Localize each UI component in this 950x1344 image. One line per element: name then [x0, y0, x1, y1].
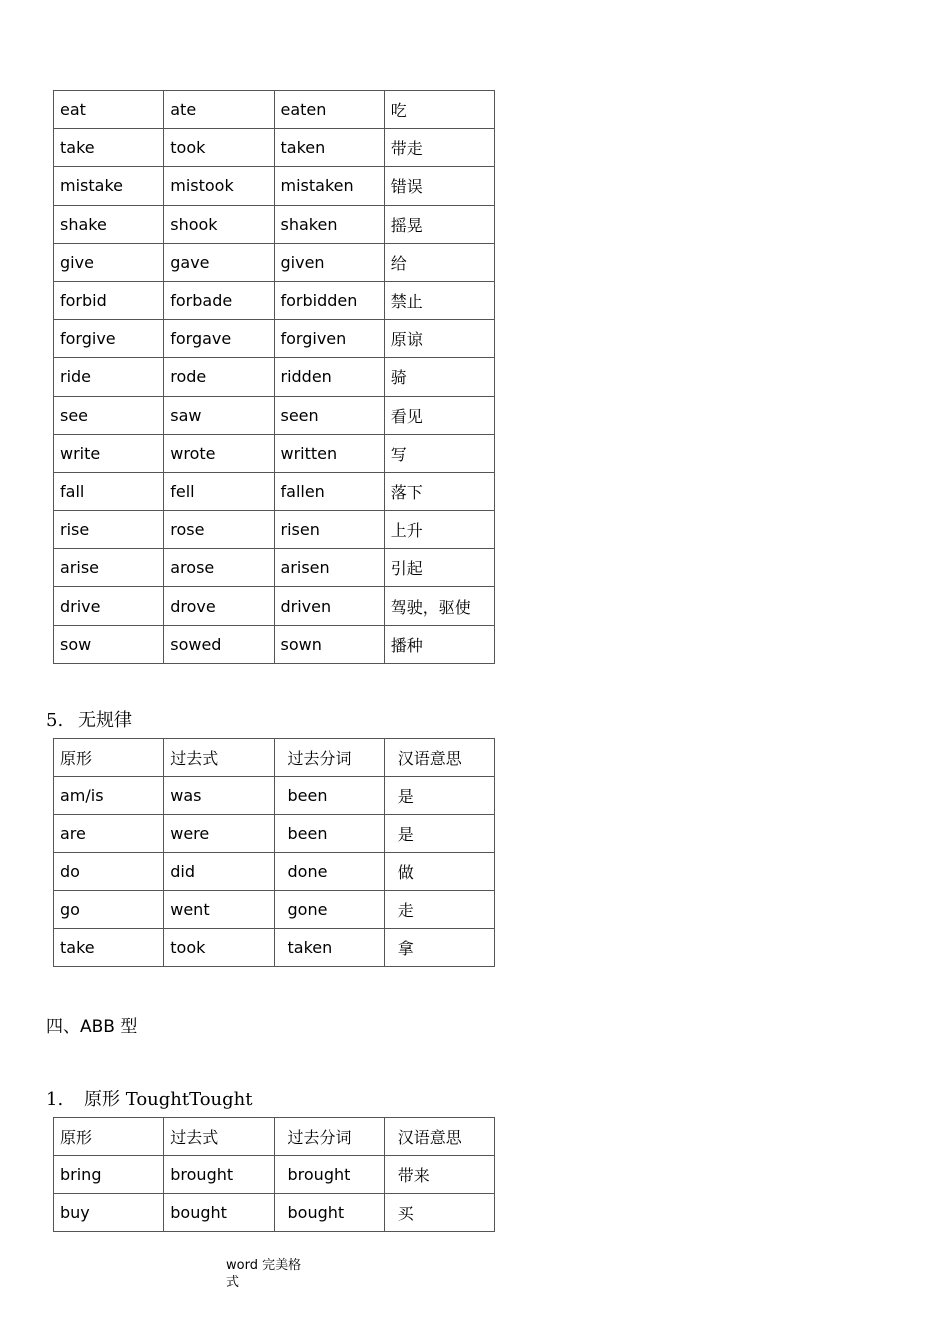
table-cell: 原谅	[384, 320, 494, 358]
table-cell: been	[274, 777, 384, 815]
table-cell: arise	[54, 549, 164, 587]
table-row	[54, 1194, 495, 1232]
table-cell: eaten	[274, 91, 384, 129]
header-cell: 原形	[54, 1118, 164, 1156]
section-number: 5.	[46, 710, 64, 731]
verb-table-2	[53, 738, 495, 967]
table-cell: 错误	[384, 167, 494, 205]
table-cell: 给	[384, 243, 494, 281]
table-cell: 上升	[384, 511, 494, 549]
table-cell: ate	[164, 91, 274, 129]
table-cell: 引起	[384, 549, 494, 587]
table-cell: are	[54, 815, 164, 853]
table-cell: forbidden	[274, 281, 384, 319]
table-cell: 骑	[384, 358, 494, 396]
subsection-title: 原形 ToughtTought	[84, 1089, 253, 1110]
header-cell: 原形	[54, 739, 164, 777]
table-cell: rise	[54, 511, 164, 549]
table-row	[54, 396, 495, 434]
header-cell: 汉语意思	[384, 1118, 494, 1156]
table-cell: 是	[384, 777, 494, 815]
table-cell: write	[54, 434, 164, 472]
table-cell: shaken	[274, 205, 384, 243]
table-cell: 带来	[384, 1156, 494, 1194]
table-cell: take	[54, 129, 164, 167]
table-cell: 落下	[384, 472, 494, 510]
table-cell: take	[54, 929, 164, 967]
table-cell: forgave	[164, 320, 274, 358]
table-cell: do	[54, 853, 164, 891]
table-cell: been	[274, 815, 384, 853]
table-row	[54, 358, 495, 396]
table-cell: sow	[54, 625, 164, 663]
table-row	[54, 511, 495, 549]
table-cell: rose	[164, 511, 274, 549]
subsection-number: 1.	[46, 1089, 64, 1110]
table-cell: 走	[384, 891, 494, 929]
table-cell: am/is	[54, 777, 164, 815]
table-header-row	[54, 1118, 495, 1156]
table-cell: fall	[54, 472, 164, 510]
table-cell: risen	[274, 511, 384, 549]
table-cell: 买	[384, 1194, 494, 1232]
table-cell: go	[54, 891, 164, 929]
table-cell: eat	[54, 91, 164, 129]
table-row	[54, 549, 495, 587]
table-cell: forgiven	[274, 320, 384, 358]
table-cell: fallen	[274, 472, 384, 510]
verb-table-1-body	[54, 91, 495, 664]
table-cell: gone	[274, 891, 384, 929]
table-row	[54, 777, 495, 815]
table-cell: taken	[274, 129, 384, 167]
table-cell: buy	[54, 1194, 164, 1232]
header-cell: 汉语意思	[384, 739, 494, 777]
table-cell: sowed	[164, 625, 274, 663]
table-cell: rode	[164, 358, 274, 396]
table-cell: see	[54, 396, 164, 434]
table-cell: bring	[54, 1156, 164, 1194]
table-cell: bought	[274, 1194, 384, 1232]
subsection-heading-1	[46, 1085, 253, 1111]
table-cell: 带走	[384, 129, 494, 167]
table-cell: bought	[164, 1194, 274, 1232]
table-row	[54, 929, 495, 967]
table-row	[54, 167, 495, 205]
table-row	[54, 243, 495, 281]
table-cell: arisen	[274, 549, 384, 587]
table-row	[54, 434, 495, 472]
verb-table-3	[53, 1117, 495, 1232]
section-title: 无规律	[78, 710, 132, 731]
table-row	[54, 320, 495, 358]
section-title: 四、ABB 型	[46, 1017, 138, 1037]
table-cell: sown	[274, 625, 384, 663]
table-row	[54, 1156, 495, 1194]
table-cell: written	[274, 434, 384, 472]
table-row	[54, 587, 495, 625]
section-heading-5	[46, 706, 132, 732]
table-row	[54, 815, 495, 853]
table-cell: took	[164, 129, 274, 167]
table-cell: given	[274, 243, 384, 281]
table-row	[54, 625, 495, 663]
table-cell: 驾驶，驱使	[384, 587, 494, 625]
table-cell: were	[164, 815, 274, 853]
table-cell: shake	[54, 205, 164, 243]
table-cell: shook	[164, 205, 274, 243]
table-cell: 是	[384, 815, 494, 853]
table-cell: mistook	[164, 167, 274, 205]
table-cell: ridden	[274, 358, 384, 396]
table-row	[54, 853, 495, 891]
table-cell: 看见	[384, 396, 494, 434]
table-row	[54, 891, 495, 929]
table-cell: took	[164, 929, 274, 967]
table-cell: taken	[274, 929, 384, 967]
table-cell: done	[274, 853, 384, 891]
table-cell: driven	[274, 587, 384, 625]
header-cell: 过去分词	[274, 1118, 384, 1156]
section-heading-abb	[46, 1012, 137, 1037]
table-cell: went	[164, 891, 274, 929]
table-cell: mistaken	[274, 167, 384, 205]
table-cell: drive	[54, 587, 164, 625]
table-cell: forgive	[54, 320, 164, 358]
table-cell: 吃	[384, 91, 494, 129]
table-cell: fell	[164, 472, 274, 510]
table-cell: arose	[164, 549, 274, 587]
header-cell: 过去分词	[274, 739, 384, 777]
header-cell: 过去式	[164, 739, 274, 777]
table-cell: gave	[164, 243, 274, 281]
table-cell: brought	[164, 1156, 274, 1194]
table-cell: drove	[164, 587, 274, 625]
table-row	[54, 205, 495, 243]
table-cell: 写	[384, 434, 494, 472]
table-cell: give	[54, 243, 164, 281]
table-cell: 拿	[384, 929, 494, 967]
table-cell: 播种	[384, 625, 494, 663]
table-cell: forbid	[54, 281, 164, 319]
table-cell: saw	[164, 396, 274, 434]
table-row	[54, 472, 495, 510]
table-cell: was	[164, 777, 274, 815]
table-cell: wrote	[164, 434, 274, 472]
table-row	[54, 281, 495, 319]
verb-table-1	[53, 90, 495, 664]
table-header-row	[54, 739, 495, 777]
table-cell: seen	[274, 396, 384, 434]
table-cell: ride	[54, 358, 164, 396]
table-cell: 摇晃	[384, 205, 494, 243]
footer-text: word 完美格式	[226, 1258, 302, 1290]
table-cell: did	[164, 853, 274, 891]
table-cell: 做	[384, 853, 494, 891]
header-cell: 过去式	[164, 1118, 274, 1156]
table-cell: forbade	[164, 281, 274, 319]
table-cell: 禁止	[384, 281, 494, 319]
table-cell: mistake	[54, 167, 164, 205]
verb-table-3-body	[54, 1118, 495, 1232]
table-cell: brought	[274, 1156, 384, 1194]
table-row	[54, 129, 495, 167]
verb-table-2-body	[54, 739, 495, 967]
table-row	[54, 91, 495, 129]
